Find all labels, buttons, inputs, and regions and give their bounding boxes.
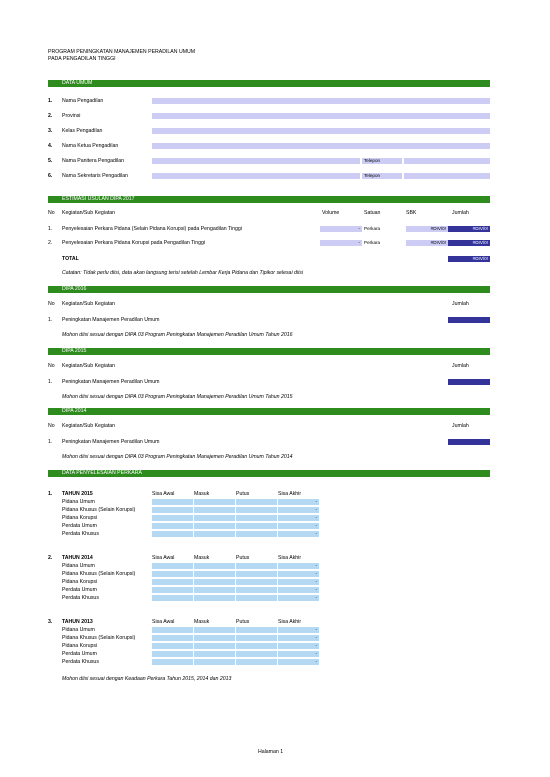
input-cell[interactable] — [194, 659, 236, 665]
col-jumlah: Jumlah — [452, 423, 469, 429]
sisa-akhir-cell — [278, 515, 320, 521]
input-cell[interactable] — [194, 635, 236, 641]
category-label: Perdata Umum — [62, 587, 97, 593]
penyelesaian-note: Mohon diisi sesuai dengan Keadaan Perkara Tahun 2015, 2014 dan 2013 — [62, 676, 232, 682]
row-kegiatan: Penyelesaian Perkara Pidana Korupsi pada Pengadilan Tinggi — [62, 240, 206, 246]
category-label: Perdata Umum — [62, 651, 97, 657]
input-cell[interactable] — [236, 587, 278, 593]
input-cell[interactable] — [152, 499, 194, 505]
input-cell[interactable] — [236, 507, 278, 513]
category-label: Pidana Khusus (Selain Korupsi) — [62, 635, 136, 641]
input-cell[interactable] — [236, 651, 278, 657]
input-cell[interactable] — [236, 571, 278, 577]
col-kegiatan: Kegiatan/Sub Kegiatan — [62, 363, 116, 369]
row-no: 1. — [48, 226, 53, 232]
col-sbk: SBK — [406, 210, 417, 216]
input-cell[interactable] — [236, 523, 278, 529]
sisa-akhir-value: - — [315, 515, 317, 520]
dipa-note: Mohon diisi sesuai dengan DIPA 03 Program Peningkatan Manajemen Peradilan Umum Tahun 2015 — [62, 394, 293, 400]
column-header: Sisa Akhir — [278, 619, 302, 625]
year-title: TAHUN 2015 — [62, 491, 93, 497]
section-header-estimasi: ESTIMASI USULAN DIPA 2017 — [48, 196, 490, 203]
input-cell[interactable] — [152, 635, 194, 641]
column-header: Masuk — [194, 555, 210, 561]
input-cell[interactable] — [194, 571, 236, 577]
volume-cell[interactable]: - — [320, 240, 362, 246]
jumlah-input[interactable] — [448, 439, 490, 445]
input-cell[interactable] — [236, 643, 278, 649]
input-cell[interactable] — [236, 499, 278, 505]
field-number: 5. — [48, 158, 53, 164]
category-label: Pidana Korupsi — [62, 515, 98, 521]
input-cell[interactable] — [236, 659, 278, 665]
input-cell[interactable] — [194, 595, 236, 601]
field-label: Kelas Pengadilan — [62, 128, 103, 134]
jumlah-input[interactable] — [448, 317, 490, 323]
page-title-line2: PADA PENGADILAN TINGGI — [48, 56, 116, 62]
sisa-akhir-cell — [278, 563, 320, 569]
sisa-akhir-value: - — [315, 587, 317, 592]
year-number: 1. — [48, 491, 53, 497]
input-cell[interactable] — [152, 579, 194, 585]
column-header: Sisa Awal — [152, 491, 175, 497]
satuan-cell: Perkara — [364, 226, 381, 231]
section-header-dipa: DIPA 2016 — [48, 286, 490, 293]
sisa-akhir-value: - — [315, 499, 317, 504]
input-cell[interactable] — [194, 531, 236, 537]
input-cell[interactable] — [194, 643, 236, 649]
jumlah-input[interactable] — [448, 379, 490, 385]
column-header: Masuk — [194, 491, 210, 497]
total-value: #DIV/0! — [448, 256, 490, 262]
category-label: Perdata Khusus — [62, 659, 99, 665]
volume-cell[interactable]: - — [320, 226, 362, 232]
sisa-akhir-value: - — [315, 643, 317, 648]
sisa-akhir-cell — [278, 643, 320, 649]
sisa-akhir-cell — [278, 587, 320, 593]
input-cell[interactable] — [152, 523, 194, 529]
sisa-akhir-value: - — [315, 659, 317, 664]
sisa-akhir-value: - — [315, 579, 317, 584]
dipa-note: Mohon diisi sesuai dengan DIPA 03 Program Peningkatan Manajemen Peradilan Umum Tahun 2016 — [62, 332, 293, 338]
sisa-akhir-cell — [278, 499, 320, 505]
field-label: Nama Pengadilan — [62, 98, 104, 104]
year-title: TAHUN 2014 — [62, 555, 93, 561]
sisa-akhir-value: - — [315, 571, 317, 576]
category-label: Perdata Umum — [62, 523, 97, 529]
estimasi-note: Catatan: Tidak perlu diisi, data akan langsung terisi setelah Lembar Kerja Pidana dan Tipikor selesai diisi — [62, 270, 303, 276]
sisa-akhir-cell — [278, 595, 320, 601]
sbk-cell: #DIV/0! — [406, 226, 448, 232]
row-label: Peningkatan Manajemen Peradilan Umum — [62, 317, 160, 323]
section-header-dipa: DIPA 2014 — [48, 408, 490, 415]
input-cell[interactable] — [152, 563, 194, 569]
category-label: Perdata Khusus — [62, 531, 99, 537]
total-label: TOTAL — [62, 256, 79, 262]
jumlah-cell: #DIV/0! — [448, 226, 490, 232]
input-cell[interactable] — [236, 515, 278, 521]
col-jumlah: Jumlah — [452, 363, 469, 369]
col-volume: Volume — [322, 210, 340, 216]
field-number: 3. — [48, 128, 53, 134]
sisa-akhir-cell — [278, 531, 320, 537]
dipa-note: Mohon diisi sesuai dengan DIPA 03 Program Peningkatan Manajemen Peradilan Umum Tahun 2014 — [62, 454, 293, 460]
section-header-data-umum: DATA UMUM — [48, 80, 490, 87]
sisa-akhir-cell — [278, 659, 320, 665]
sisa-akhir-cell — [278, 571, 320, 577]
sbk-cell: #DIV/0! — [406, 240, 448, 246]
column-header: Sisa Akhir — [278, 491, 302, 497]
year-title: TAHUN 2013 — [62, 619, 93, 625]
input-cell[interactable] — [236, 531, 278, 537]
sisa-akhir-value: - — [315, 523, 317, 528]
field-number: 4. — [48, 143, 53, 149]
phone-label: Telepon — [364, 158, 381, 163]
col-jumlah: Jumlah — [452, 210, 469, 216]
column-header: Putus — [236, 491, 250, 497]
satuan-cell: Perkara — [364, 240, 381, 245]
page-title-line1: PROGRAM PENINGKATAN MANAJEMEN PERADILAN UMUM — [48, 49, 196, 55]
input-cell[interactable] — [152, 595, 194, 601]
sisa-akhir-cell — [278, 635, 320, 641]
col-satuan: Satuan — [364, 210, 381, 216]
phone-label-cell — [362, 158, 402, 164]
input-cell[interactable] — [194, 579, 236, 585]
category-label: Perdata Khusus — [62, 595, 99, 601]
row-no: 1. — [48, 379, 53, 385]
text-input[interactable] — [152, 143, 490, 149]
column-header: Sisa Akhir — [278, 555, 302, 561]
category-label: Pidana Khusus (Selain Korupsi) — [62, 571, 136, 577]
col-kegiatan: Kegiatan/Sub Kegiatan — [62, 301, 116, 307]
column-header: Putus — [236, 619, 250, 625]
col-kegiatan: Kegiatan/Sub Kegiatan — [62, 210, 116, 216]
category-label: Pidana Korupsi — [62, 579, 98, 585]
col-kegiatan: Kegiatan/Sub Kegiatan — [62, 423, 116, 429]
field-label: Provinsi — [62, 113, 81, 119]
input-cell[interactable] — [236, 635, 278, 641]
sisa-akhir-cell — [278, 627, 320, 633]
input-cell[interactable] — [194, 523, 236, 529]
col-no: No — [48, 210, 55, 216]
column-header: Sisa Awal — [152, 555, 175, 561]
input-cell[interactable] — [194, 507, 236, 513]
category-label: Pidana Umum — [62, 563, 95, 569]
input-cell[interactable] — [194, 627, 236, 633]
input-cell[interactable] — [194, 587, 236, 593]
page-number: Halaman 1 — [258, 749, 284, 755]
col-jumlah: Jumlah — [452, 301, 469, 307]
input-cell[interactable] — [152, 651, 194, 657]
row-kegiatan: Penyelesaian Perkara Pidana (Selain Pidana Korupsi) pada Pengadilan Tinggi — [62, 226, 242, 232]
input-cell[interactable] — [152, 627, 194, 633]
input-cell[interactable] — [236, 579, 278, 585]
input-cell[interactable] — [236, 627, 278, 633]
input-cell[interactable] — [152, 515, 194, 521]
input-cell[interactable] — [152, 659, 194, 665]
sisa-akhir-value: - — [315, 507, 317, 512]
phone-label-cell — [362, 173, 402, 179]
input-cell[interactable] — [152, 507, 194, 513]
col-no: No — [48, 423, 55, 429]
phone-input[interactable] — [404, 173, 490, 179]
field-label: Nama Ketua Pengadilan — [62, 143, 119, 149]
input-cell[interactable] — [152, 643, 194, 649]
sisa-akhir-value: - — [315, 627, 317, 632]
text-input[interactable] — [152, 128, 490, 134]
row-no: 1. — [48, 439, 53, 445]
text-input[interactable] — [152, 158, 360, 164]
row-label: Peningkatan Manajemen Peradilan Umum — [62, 439, 160, 445]
sisa-akhir-value: - — [315, 651, 317, 656]
sisa-akhir-cell — [278, 579, 320, 585]
sisa-akhir-value: - — [315, 531, 317, 536]
input-cell[interactable] — [194, 499, 236, 505]
section-header-penyelesaian: DATA PENYELESAIAN PERKARA — [48, 470, 490, 477]
sisa-akhir-cell — [278, 507, 320, 513]
jumlah-cell: #DIV/0! — [448, 240, 490, 246]
sisa-akhir-value: - — [315, 595, 317, 600]
input-cell[interactable] — [236, 563, 278, 569]
column-header: Masuk — [194, 619, 210, 625]
text-input[interactable] — [152, 113, 490, 119]
field-label: Nama Sekretaris Pengadilan — [62, 173, 129, 179]
input-cell[interactable] — [152, 587, 194, 593]
section-header-dipa: DIPA 2015 — [48, 348, 490, 355]
phone-label: Telepon — [364, 173, 381, 178]
col-no: No — [48, 363, 55, 369]
category-label: Pidana Umum — [62, 627, 95, 633]
sisa-akhir-value: - — [315, 563, 317, 568]
year-number: 2. — [48, 555, 53, 561]
category-label: Pidana Korupsi — [62, 643, 98, 649]
phone-input[interactable] — [404, 158, 490, 164]
sisa-akhir-value: - — [315, 635, 317, 640]
field-number: 2. — [48, 113, 53, 119]
sisa-akhir-cell — [278, 523, 320, 529]
input-cell[interactable] — [152, 571, 194, 577]
input-cell[interactable] — [152, 531, 194, 537]
column-header: Sisa Awal — [152, 619, 175, 625]
sisa-akhir-cell — [278, 651, 320, 657]
text-input[interactable] — [152, 98, 490, 104]
input-cell[interactable] — [194, 515, 236, 521]
category-label: Pidana Umum — [62, 499, 95, 505]
field-number: 6. — [48, 173, 53, 179]
input-cell[interactable] — [194, 651, 236, 657]
field-label: Nama Panitera Pengadilan — [62, 158, 125, 164]
input-cell[interactable] — [194, 563, 236, 569]
text-input[interactable] — [152, 173, 360, 179]
row-no: 2. — [48, 240, 53, 246]
col-no: No — [48, 301, 55, 307]
input-cell[interactable] — [236, 595, 278, 601]
field-number: 1. — [48, 98, 53, 104]
row-label: Peningkatan Manajemen Peradilan Umum — [62, 379, 160, 385]
year-number: 3. — [48, 619, 53, 625]
row-no: 1. — [48, 317, 53, 323]
column-header: Putus — [236, 555, 250, 561]
category-label: Pidana Khusus (Selain Korupsi) — [62, 507, 136, 513]
